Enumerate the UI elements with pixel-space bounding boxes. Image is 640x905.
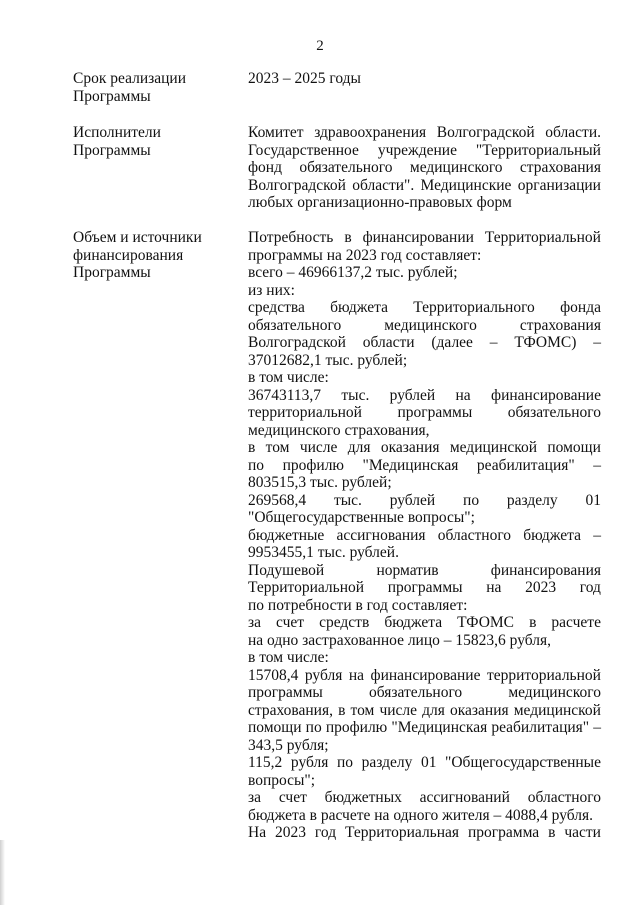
- line-text: вопросы";: [248, 771, 316, 789]
- line-text: "Общегосударственные вопросы";: [248, 509, 475, 526]
- line-text: бюджета в расчете на одного жителя – 4088,4 рубля.: [248, 806, 593, 824]
- word: учреждение: [377, 141, 457, 159]
- word: Территориальная: [345, 824, 460, 841]
- word: в: [529, 614, 537, 631]
- financing-value: [248, 229, 601, 842]
- word: финансирование: [491, 386, 601, 404]
- label-line: Исполнители: [73, 124, 161, 141]
- label-line: Программы: [73, 141, 151, 159]
- word: Территориального: [413, 299, 535, 316]
- word: год: [314, 824, 337, 841]
- word: программы: [248, 684, 323, 701]
- text-line: [248, 772, 601, 790]
- word: по: [248, 456, 265, 474]
- line-text: [248, 492, 601, 510]
- word: реабилитация": [491, 719, 590, 736]
- text-line: [248, 194, 601, 212]
- word: том: [265, 439, 290, 456]
- word: ТФОМС: [457, 614, 515, 631]
- text-line: [248, 474, 601, 492]
- line-text: [248, 124, 601, 142]
- word: –: [593, 456, 601, 474]
- word: в: [338, 701, 346, 719]
- word: Волгоградской: [436, 124, 535, 141]
- term-value: [248, 70, 601, 88]
- line-text: 37012682,1 тыс. рублей;: [248, 351, 408, 369]
- text-line: [248, 632, 601, 650]
- word: 01: [585, 491, 601, 509]
- word: профилю: [282, 456, 345, 474]
- executors-label: [73, 124, 233, 159]
- word: на: [455, 386, 471, 404]
- word: профилю: [325, 719, 388, 736]
- word: оказания: [380, 439, 440, 456]
- line-text: [248, 719, 601, 737]
- word: части: [564, 824, 601, 841]
- label-line: Программы: [73, 87, 151, 105]
- word: бюджетные: [248, 526, 325, 544]
- word: "Медицинская: [362, 456, 459, 474]
- word: рубля: [304, 666, 343, 684]
- word: –: [489, 334, 498, 351]
- line-text: [248, 439, 601, 457]
- word: помощи: [547, 439, 601, 456]
- word: медицинского: [384, 316, 477, 334]
- word: организации: [517, 176, 601, 194]
- word: бюджетных: [324, 789, 402, 806]
- word: по: [305, 719, 322, 736]
- word: год: [579, 579, 601, 596]
- word: –: [593, 334, 601, 351]
- text-line: [248, 684, 601, 702]
- word: страхования,: [248, 701, 333, 719]
- word: На: [248, 824, 267, 841]
- word: обязательного: [299, 159, 393, 176]
- word: области: [362, 334, 415, 351]
- word: Подушевой: [248, 561, 325, 579]
- word: средств: [319, 614, 370, 631]
- text-line: [248, 807, 601, 825]
- line-text: [248, 229, 601, 247]
- executors-value: [248, 124, 601, 212]
- word: на: [486, 579, 502, 596]
- line-text: [248, 684, 601, 702]
- text-line: [248, 702, 601, 720]
- word: том: [350, 701, 375, 719]
- financing-label: [73, 229, 233, 282]
- text-line: [248, 457, 601, 475]
- word: разделу: [506, 491, 558, 509]
- word: рублей: [389, 386, 436, 404]
- word: счет: [278, 789, 307, 806]
- line-text: [248, 614, 601, 632]
- word: финансирование: [370, 666, 481, 684]
- word: реабилитация": [476, 456, 575, 474]
- line-text: [248, 667, 601, 685]
- word: 36743113,7: [248, 386, 322, 404]
- line-text: [248, 299, 601, 317]
- word: "Медицинская: [391, 719, 488, 736]
- line-text: в том числе:: [248, 649, 329, 666]
- text-line: [248, 614, 601, 632]
- line-text: по потребности в год составляет:: [248, 596, 468, 614]
- line-text: [248, 754, 601, 772]
- word: областного: [527, 789, 601, 806]
- text-line: [248, 317, 601, 335]
- line-text: [248, 579, 601, 597]
- text-line: [248, 142, 601, 160]
- term-value-text: 2023 – 2025 годы: [248, 70, 361, 87]
- text-line: [248, 369, 601, 387]
- text-line: [248, 509, 601, 527]
- label-line: Срок реализации: [73, 70, 186, 87]
- word: разделу: [361, 754, 413, 771]
- word: 01: [420, 754, 437, 771]
- word: числе: [299, 439, 338, 456]
- word: программа: [467, 824, 540, 841]
- word: Государственное: [248, 141, 359, 159]
- line-text: [248, 177, 601, 195]
- text-line: [248, 282, 601, 300]
- word: "Территориальный: [475, 141, 601, 159]
- word: 269568,4: [248, 491, 307, 509]
- word: фонд: [248, 159, 282, 176]
- scan-edge-shadow: [0, 840, 5, 905]
- word: счет: [276, 614, 305, 631]
- word: бюджета: [523, 526, 582, 544]
- text-line: [248, 579, 601, 597]
- word: Потребность: [248, 229, 334, 246]
- line-text: 803515,3 тыс. рублей;: [248, 474, 392, 491]
- line-text: [248, 457, 601, 475]
- word: 2023: [525, 579, 557, 596]
- line-text: 9953455,1 тыс. рублей.: [248, 544, 399, 561]
- word: Волгоградской: [248, 176, 346, 194]
- text-line: [248, 789, 601, 807]
- text-line: [248, 387, 601, 405]
- word: расчете: [551, 614, 601, 631]
- line-text: [248, 404, 601, 422]
- word: Комитет: [248, 124, 304, 141]
- word: программы: [387, 579, 463, 596]
- word: фонда: [560, 299, 601, 316]
- word: области".: [352, 176, 415, 194]
- word: страхования: [519, 159, 601, 176]
- text-line: [248, 299, 601, 317]
- line-text: [248, 702, 601, 720]
- line-text: [248, 334, 601, 352]
- text-line: [248, 649, 601, 667]
- word: Территориальной: [248, 579, 365, 596]
- label-line: финансирования: [73, 246, 184, 264]
- text-line: [248, 159, 601, 177]
- word: медицинского: [508, 684, 601, 701]
- word: обязательного: [507, 404, 601, 421]
- text-line: [248, 737, 601, 755]
- word: ассигнований: [419, 789, 510, 806]
- word: для: [347, 439, 371, 456]
- word: обязательного: [248, 316, 342, 334]
- line-text: [248, 142, 601, 160]
- word: Территориальной: [484, 229, 601, 246]
- text-line: [248, 229, 601, 247]
- text-line: [248, 597, 601, 615]
- word: по: [463, 491, 480, 509]
- word: помощи: [248, 719, 302, 736]
- label-line: Объем и источники: [73, 229, 202, 246]
- line-text: [248, 789, 601, 807]
- word: 115,2: [248, 754, 283, 771]
- text-line: [248, 439, 601, 457]
- word: бюджета: [330, 299, 388, 316]
- word: норматив: [376, 561, 439, 579]
- word: (далее: [431, 334, 473, 351]
- word: оказания: [449, 701, 509, 719]
- line-text: любых организационно-правовых форм: [248, 194, 512, 211]
- text-line: [248, 247, 601, 265]
- word: рублей: [389, 491, 436, 509]
- term-label: [73, 70, 233, 105]
- line-text: [248, 387, 601, 405]
- line-text: [248, 824, 601, 842]
- line-text: медицинского страхования,: [248, 421, 430, 439]
- label-line: Программы: [73, 264, 151, 281]
- text-line: [248, 492, 601, 510]
- word: обязательного: [368, 684, 463, 701]
- word: на: [348, 666, 365, 684]
- text-line: [248, 667, 601, 685]
- word: территориальной: [486, 666, 601, 684]
- word: "Общегосударственные: [445, 754, 601, 771]
- word: тыс.: [341, 386, 370, 404]
- line-text: на одно застрахованное лицо – 15823,6 рубля,: [248, 631, 551, 649]
- text-line: [248, 754, 601, 772]
- line-text: [248, 562, 601, 580]
- word: здравоохранения: [314, 124, 427, 141]
- word: числе: [379, 701, 418, 719]
- text-line: [248, 422, 601, 440]
- word: Медицинские: [420, 176, 512, 194]
- text-line: [248, 719, 601, 737]
- line-text: программы на 2023 год составляет:: [248, 246, 482, 264]
- word: в: [344, 229, 352, 246]
- line-text: [248, 527, 601, 545]
- line-text: [248, 159, 601, 177]
- word: областного: [437, 526, 512, 544]
- text-line: [248, 404, 601, 422]
- word: страхования: [519, 316, 601, 334]
- word: по: [336, 754, 354, 771]
- word: ассигнования: [336, 526, 426, 544]
- line-text: всего – 46966137,2 тыс. рублей;: [248, 264, 458, 281]
- page-number: 2: [316, 38, 324, 54]
- text-line: [248, 334, 601, 352]
- text-line: [248, 352, 601, 370]
- word: 15708,4: [248, 666, 299, 684]
- text-line: [248, 824, 601, 842]
- word: медицинской: [513, 701, 601, 719]
- text-line: [248, 264, 601, 282]
- word: финансировании: [362, 229, 474, 246]
- word: территориальной: [248, 404, 362, 421]
- text-line: [248, 124, 601, 142]
- word: в: [548, 824, 556, 841]
- word: области.: [545, 124, 601, 141]
- word: средства: [248, 299, 305, 316]
- word: за: [248, 614, 262, 631]
- word: Волгоградской: [248, 334, 346, 351]
- word: медицинского: [409, 159, 503, 176]
- word: для: [422, 701, 445, 719]
- line-text: в том числе:: [248, 369, 329, 386]
- word: ТФОМС): [514, 334, 577, 351]
- text-line: [248, 527, 601, 545]
- word: тыс.: [333, 491, 362, 509]
- word: рубля: [290, 754, 329, 771]
- line-text: из них:: [248, 281, 295, 299]
- text-line: [248, 562, 601, 580]
- word: медицинской: [449, 439, 538, 456]
- line-text: [248, 317, 601, 335]
- word: в: [248, 439, 256, 456]
- line-text: 343,5 рубля;: [248, 736, 329, 754]
- text-line: [248, 544, 601, 562]
- word: 2023: [275, 824, 306, 841]
- word: бюджета: [384, 614, 443, 631]
- word: программы: [397, 404, 473, 421]
- word: финансирования: [490, 561, 601, 579]
- word: –: [593, 526, 601, 544]
- text-line: [248, 177, 601, 195]
- word: за: [248, 789, 262, 806]
- word: –: [593, 719, 601, 736]
